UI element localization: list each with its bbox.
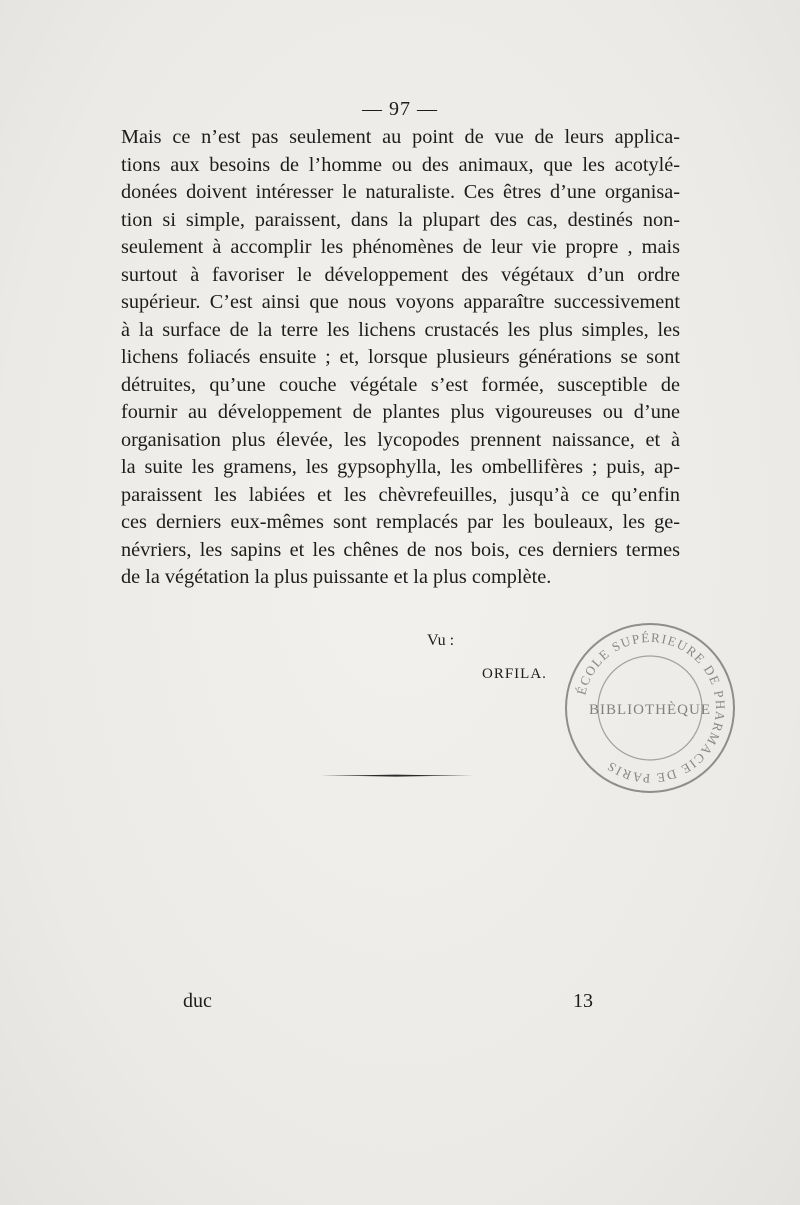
text-line: donées doivent intéresser le naturaliste. Ces êtres d’une organisa- (121, 181, 680, 203)
text-line: la suite les gramens, les gypsophylla, les ombellifères ; puis, ap- (121, 456, 680, 478)
text-line: de la végétation la plus puissante et la plus complète. (121, 566, 552, 588)
text-line: seulement à accomplir les phénomènes de leur vie propre , mais (121, 236, 680, 258)
text-line: fournir au développement de plantes plus vigoureuses ou d’une (121, 401, 680, 423)
text-line: tion si simple, paraissent, dans la plupart des cas, destinés non- (121, 208, 680, 231)
body-paragraph (121, 124, 680, 592)
footer-signature-mark: duc (183, 990, 212, 1012)
section-rule (320, 774, 473, 777)
text-line: Mais ce n’est pas seulement au point de vue de leurs applica- (121, 126, 680, 148)
text-line: tions aux besoins de l’homme ou des animaux, que les acotylé- (121, 153, 680, 176)
page-number: — 97 — (362, 98, 438, 120)
footer-gathering-number: 13 (573, 990, 593, 1012)
library-stamp (560, 618, 740, 798)
text-line: névriers, les sapins et les chênes de nos bois, ces derniers termes (121, 538, 680, 561)
text-line: surtout à favoriser le développement des végétaux d’un ordre (121, 263, 680, 286)
text-line: supérieur. C’est ainsi que nous voyons apparaître successivement (121, 291, 680, 313)
stamp-ring-text: ÉCOLE SUPÉRIEURE DE PHARMACIE DE PARIS (573, 629, 729, 787)
text-line: à la surface de la terre les lichens crustacés les plus simples, les (121, 318, 680, 341)
text-line: lichens foliacés ensuite ; et, lorsque plusieurs générations se sont (121, 346, 680, 368)
text-line: paraissent les labiées et les chèvrefeuilles, jusqu’à ce qu’enfin (121, 483, 680, 506)
approval-signer: ORFILA. (482, 666, 547, 682)
text-line: ces derniers eux-mêmes sont remplacés par les bouleaux, les ge- (121, 511, 680, 533)
text-line: détruites, qu’une couche végétale s’est formée, susceptible de (121, 373, 680, 396)
stamp-center-text: BIBLIOTHÈQUE (589, 702, 711, 718)
approval-vu: Vu : (427, 632, 455, 649)
text-line: organisation plus élevée, les lycopodes prennent naissance, et à (121, 428, 680, 451)
